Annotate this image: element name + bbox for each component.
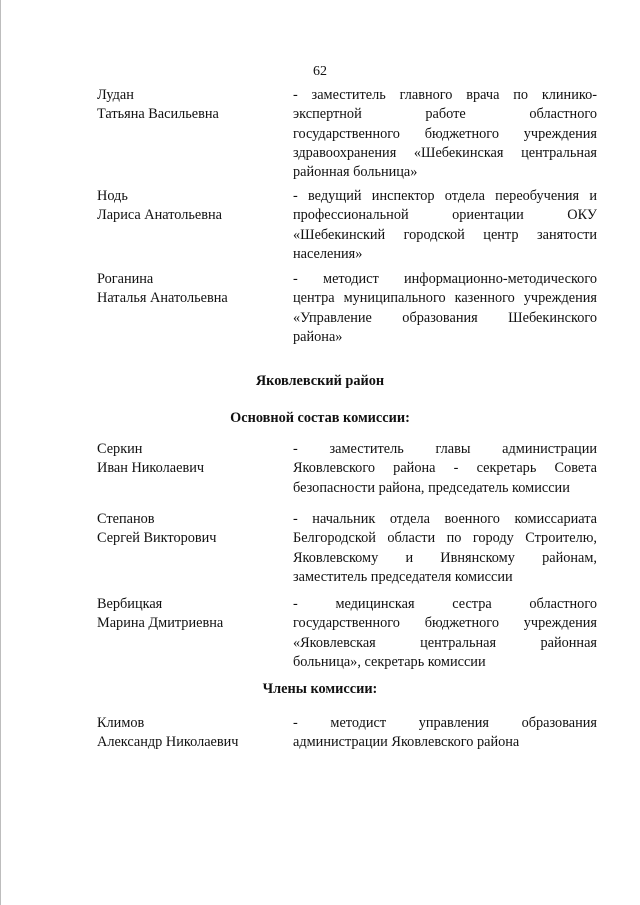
position-description: [293, 510, 597, 587]
surname: Вербицкая: [97, 596, 163, 612]
desc-line: - методист управления образования: [293, 715, 597, 731]
desc-line: населения»: [293, 245, 363, 262]
position-description: [293, 270, 597, 347]
page-edge: [0, 0, 1, 905]
surname: Степанов: [97, 511, 155, 527]
given-names: Сергей Викторович: [97, 530, 217, 547]
surname: Лудан: [97, 87, 134, 103]
desc-line: района»: [293, 328, 343, 345]
desc-line: центра муниципального казенного учреждения: [293, 290, 597, 307]
given-names: Наталья Анатольевна: [97, 290, 228, 307]
desc-line: заместитель председателя комиссии: [293, 568, 513, 585]
desc-line: районная больница»: [293, 164, 418, 181]
desc-line: больница», секретарь комиссии: [293, 653, 486, 670]
surname: Роганина: [97, 271, 154, 287]
desc-line: - заместитель главы администрации: [293, 441, 597, 457]
desc-line: администрации Яковлевского района: [293, 734, 520, 751]
person-name: [97, 714, 282, 753]
desc-line: экспертной работе областного: [293, 106, 597, 123]
desc-line: Белгородской области по городу Строителю,: [293, 530, 597, 547]
desc-line: безопасности района, председатель комиссии: [293, 479, 570, 496]
desc-line: профессиональной ориентации ОКУ: [293, 207, 597, 224]
district-heading: Яковлевский район: [255, 373, 385, 389]
desc-line: - начальник отдела военного комиссариата: [293, 511, 597, 527]
page-number: 62: [313, 64, 327, 79]
person-name: [97, 510, 282, 549]
given-names: Иван Николаевич: [97, 460, 205, 477]
given-names: Татьяна Васильевна: [97, 106, 219, 123]
desc-line: - медицинская сестра областного: [293, 596, 597, 612]
person-name: [97, 270, 282, 309]
person-name: [97, 86, 282, 125]
position-description: [293, 714, 597, 753]
position-description: [293, 595, 597, 672]
desc-line: государственного бюджетного учреждения: [293, 125, 597, 142]
surname: Нодь: [97, 188, 128, 204]
desc-line: - методист информационно-методического: [293, 271, 597, 287]
members-heading: Члены комиссии:: [262, 681, 378, 697]
given-names: Лариса Анатольевна: [97, 207, 222, 224]
surname: Климов: [97, 715, 145, 731]
desc-line: здравоохранения «Шебекинская центральная: [293, 144, 597, 161]
desc-line: «Управление образования Шебекинского: [293, 309, 597, 326]
desc-line: Яковлевскому и Ивнянскому районам,: [293, 549, 597, 566]
given-names: Марина Дмитриевна: [97, 615, 224, 632]
desc-line: государственного бюджетного учреждения: [293, 615, 597, 632]
surname: Серкин: [97, 441, 143, 457]
position-description: [293, 86, 597, 182]
desc-line: - ведущий инспектор отдела переобучения и: [293, 188, 597, 204]
main-composition-heading: Основной состав комиссии:: [230, 410, 410, 426]
desc-line: «Яковлевская центральная районная: [293, 634, 597, 651]
position-description: [293, 187, 597, 264]
person-name: [97, 440, 282, 479]
desc-line: - заместитель главного врача по клинико-: [293, 87, 597, 103]
desc-line: «Шебекинский городской центр занятости: [293, 226, 597, 243]
position-description: [293, 440, 597, 498]
given-names: Александр Николаевич: [97, 734, 239, 751]
person-name: [97, 595, 282, 634]
desc-line: Яковлевского района - секретарь Совета: [293, 460, 597, 477]
person-name: [97, 187, 282, 226]
